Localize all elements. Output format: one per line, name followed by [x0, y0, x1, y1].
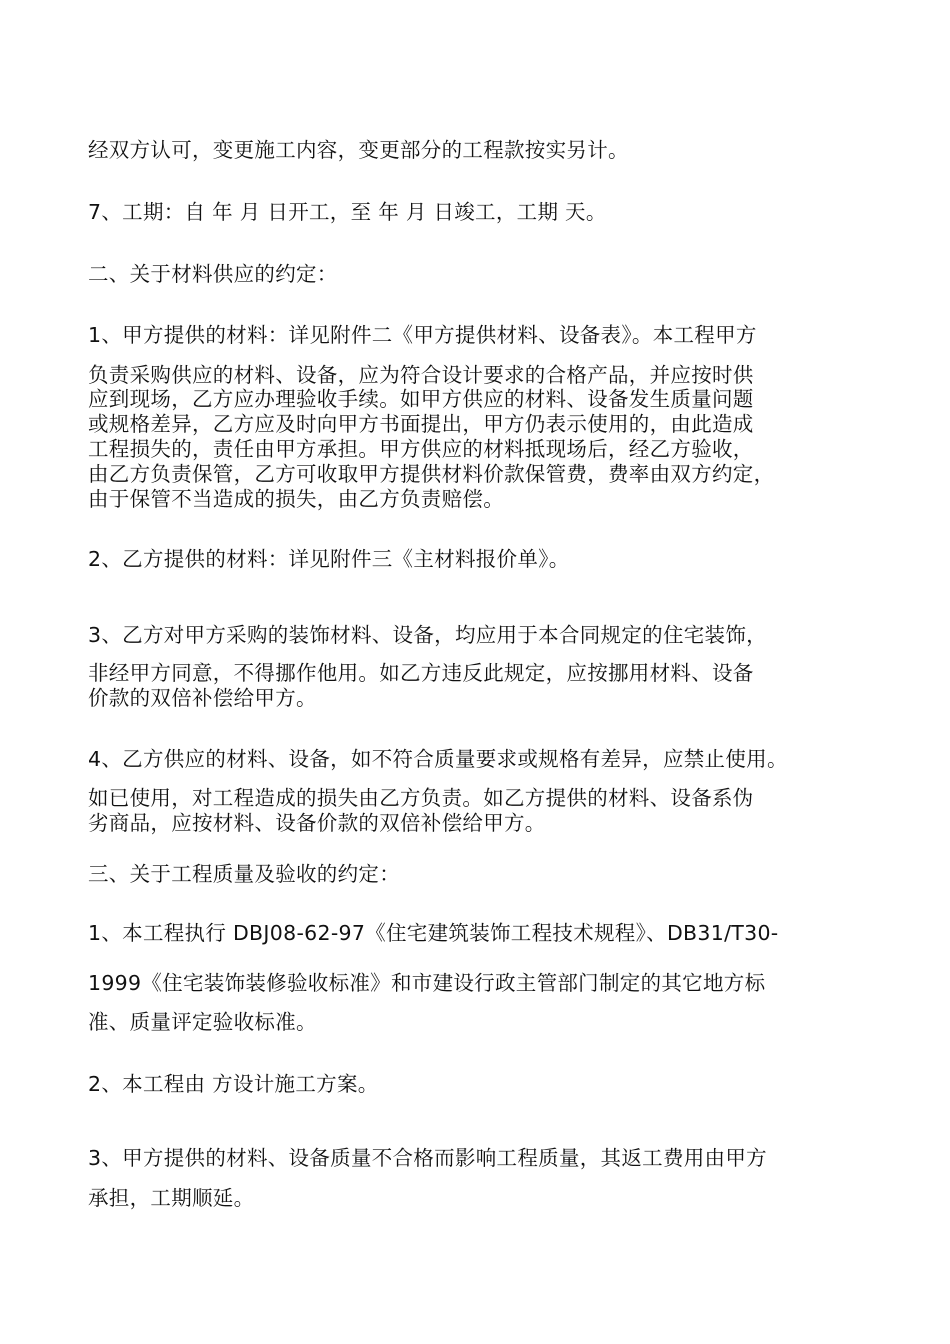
text-line: 应到现场，乙方应办理验收手续。如甲方供应的材料、设备发生质量问题	[88, 387, 754, 411]
section-heading: 二、关于材料供应的约定：	[88, 262, 338, 286]
text-line: 价款的双倍补偿给甲方。	[88, 686, 317, 710]
text-line: 承担，工期顺延。	[88, 1186, 255, 1210]
text-line: 工程损失的，责任由甲方承担。甲方供应的材料抵现场后，经乙方验收，	[88, 437, 754, 461]
text-line: 经双方认可，变更施工内容，变更部分的工程款按实另计。	[88, 138, 629, 162]
text-line: 2、本工程由 方设计施工方案。	[88, 1072, 379, 1096]
text-line: 劣商品，应按材料、设备价款的双倍补偿给甲方。	[88, 811, 546, 835]
text-line: 1、本工程执行 DBJ08-62-97《住宅建筑装饰工程技术规程》、DB31/T30-	[88, 921, 779, 945]
text-line: 或规格差异，乙方应及时向甲方书面提出，甲方仍表示使用的，由此造成	[88, 412, 754, 436]
text-line: 由乙方负责保管，乙方可收取甲方提供材料价款保管费，费率由双方约定，	[88, 462, 775, 486]
text-line: 如已使用，对工程造成的损失由乙方负责。如乙方提供的材料、设备系伪	[88, 786, 754, 810]
text-line: 4、乙方供应的材料、设备，如不符合质量要求或规格有差异，应禁止使用。	[88, 747, 788, 771]
text-line: 7、工期：自 年 月 日开工，至 年 月 日竣工，工期 天。	[88, 200, 607, 224]
text-line: 1999《住宅装饰装修验收标准》和市建设行政主管部门制定的其它地方标	[88, 971, 766, 995]
text-line: 3、甲方提供的材料、设备质量不合格而影响工程质量，其返工费用由甲方	[88, 1146, 767, 1170]
text-line: 由于保管不当造成的损失，由乙方负责赔偿。	[88, 487, 504, 511]
text-line: 3、乙方对甲方采购的装饰材料、设备，均应用于本合同规定的住宅装饰，	[88, 623, 767, 647]
text-line: 准、质量评定验收标准。	[88, 1010, 317, 1034]
text-line: 1、甲方提供的材料：详见附件二《甲方提供材料、设备表》。本工程甲方	[88, 323, 757, 347]
text-line: 非经甲方同意，不得挪作他用。如乙方违反此规定，应按挪用材料、设备	[88, 661, 754, 685]
text-line: 2、乙方提供的材料：详见附件三《主材料报价单》。	[88, 547, 570, 571]
text-line: 负责采购供应的材料、设备，应为符合设计要求的合格产品，并应按时供	[88, 363, 754, 387]
section-heading: 三、关于工程质量及验收的约定：	[88, 862, 400, 886]
